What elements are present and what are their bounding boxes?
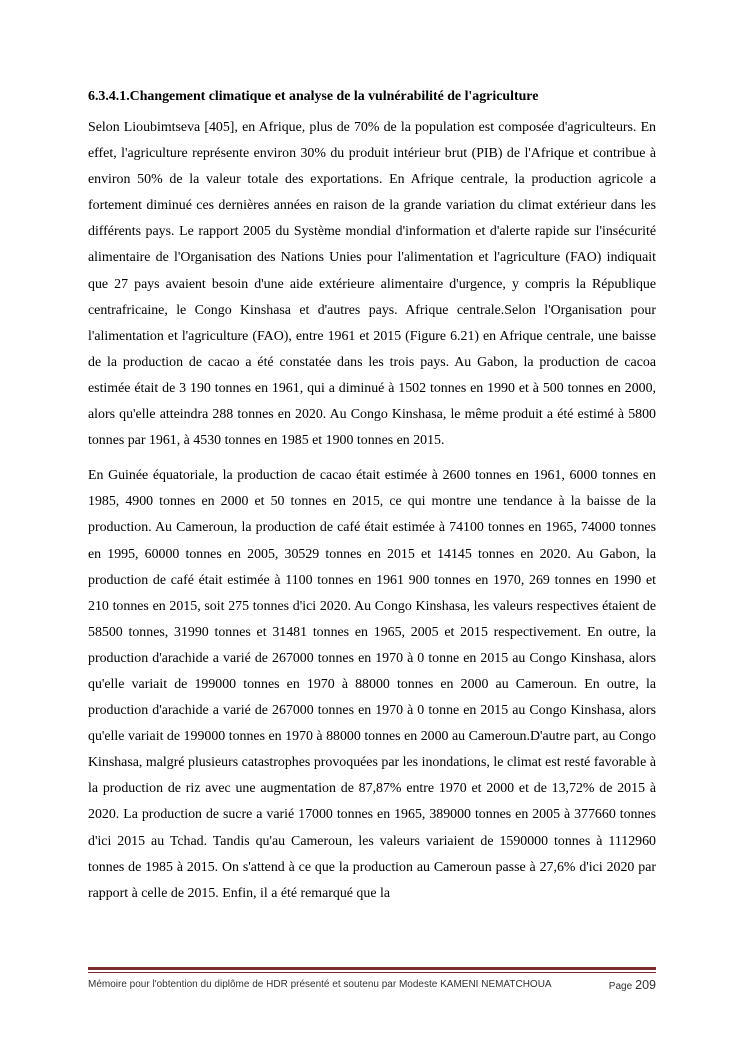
footer-page-number: 209 xyxy=(635,978,656,992)
body-paragraph-2: En Guinée équatoriale, la production de cacao était estimée à 2600 tonnes en 1961, 6000 tonnes en 1985, 4900 tonnes en 2000 et 50 tonnes en 2015, ce qui montre une tendance à la baisse de la production. Au Cameroun, la production de café était estimée à 74100 tonnes en 1965, 74000 tonnes en 1995, 60000 tonnes en 2005, 30529 tonnes en 2015 et 14145 tonnes en 2020. Au Gabon, la production de café était estimée à 1100 tonnes en 1961 900 tonnes en 1970, 269 tonnes en 1990 et 210 tonnes en 2015, soit 275 tonnes d'ici 2020. Au Congo Kinshasa, les valeurs respectives étaient de 58500 tonnes, 31990 tonnes et 31481 tonnes en 1965, 2005 et 2015 respectivement. En outre, la production d'arachide a varié de 267000 tonnes en 1970 à 0 tonne en 2015 au Congo Kinshasa, alors qu'elle variait de 199000 tonnes en 1970 à 88000 tonnes en 2000 au Cameroun. En outre, la production d'arachide a varié de 267000 tonnes en 1970 à 0 tonne en 2015 au Congo Kinshasa, alors qu'elle variait de 199000 tonnes en 1970 à 88000 tonnes en 2000 au Cameroun.D'autre part, au Congo Kinshasa, malgré plusieurs catastrophes provoquées par les inondations, le climat est resté favorable à la production de riz avec une augmentation de 87,87% entre 1970 et 2000 et de 13,72% de 2015 à 2020. La production de sucre a varié 17000 tonnes en 1965, 389000 tonnes en 2005 à 377660 tonnes d'ici 2015 au Tchad. Tandis qu'au Cameroun, les valeurs variaient de 1590000 tonnes à 1112960 tonnes de 1985 à 2015. On s'attend à ce que la production au Cameroun passe à 27,6% d'ici 2020 par rapport à celle de 2015. Enfin, il a été remarqué que la xyxy=(88,468,656,901)
page-footer xyxy=(88,976,656,994)
section-heading: 6.3.4.1.Changement climatique et analyse de la vulnérabilité de l'agriculture xyxy=(88,89,539,104)
footer-text: Mémoire pour l'obtention du diplôme de HDR présenté et soutenu par Modeste KAMENI NEMATCHOUA xyxy=(88,979,552,990)
footer-page-label: Page xyxy=(608,981,633,992)
footer-page-indicator xyxy=(609,976,656,996)
page-content xyxy=(88,88,656,907)
footer-rule-thick xyxy=(88,967,656,970)
footer-rule-thin xyxy=(88,972,656,973)
body-paragraph-1: Selon Lioubimtseva [405], en Afrique, plus de 70% de la population est composée d'agriculteurs. En effet, l'agriculture représente environ 30% du produit intérieur brut (PIB) de l'Afrique et contribue à environ 50% de la valeur totale des exportations. En Afrique centrale, la production agricole a fortement diminué ces dernières années en raison de la grande variation du climat extérieur dans les différents pays. Le rapport 2005 du Système mondial d'information et d'alerte rapide sur l'insécurité alimentaire de l'Organisation des Nations Unies pour l'alimentation et l'agriculture (FAO) indiquait que 27 pays avaient besoin d'une aide extérieure alimentaire d'urgence, y compris la République centrafricaine, le Congo Kinshasa et d'autres pays. Afrique centrale.Selon l'Organisation pour l'alimentation et l'agriculture (FAO), entre 1961 et 2015 (Figure 6.21) en Afrique centrale, une baisse de la production de cacao a été constatée dans les trois pays. Au Gabon, la production de cacoa estimée était de 3 190 tonnes en 1961, qui a diminué à 1502 tonnes en 1990 et à 500 tonnes en 2000, alors qu'elle atteindra 288 tonnes en 2020. Au Congo Kinshasa, le même produit a été estimé à 5800 tonnes par 1961, à 4530 tonnes en 1985 et 1900 tonnes en 2015. xyxy=(88,120,656,449)
